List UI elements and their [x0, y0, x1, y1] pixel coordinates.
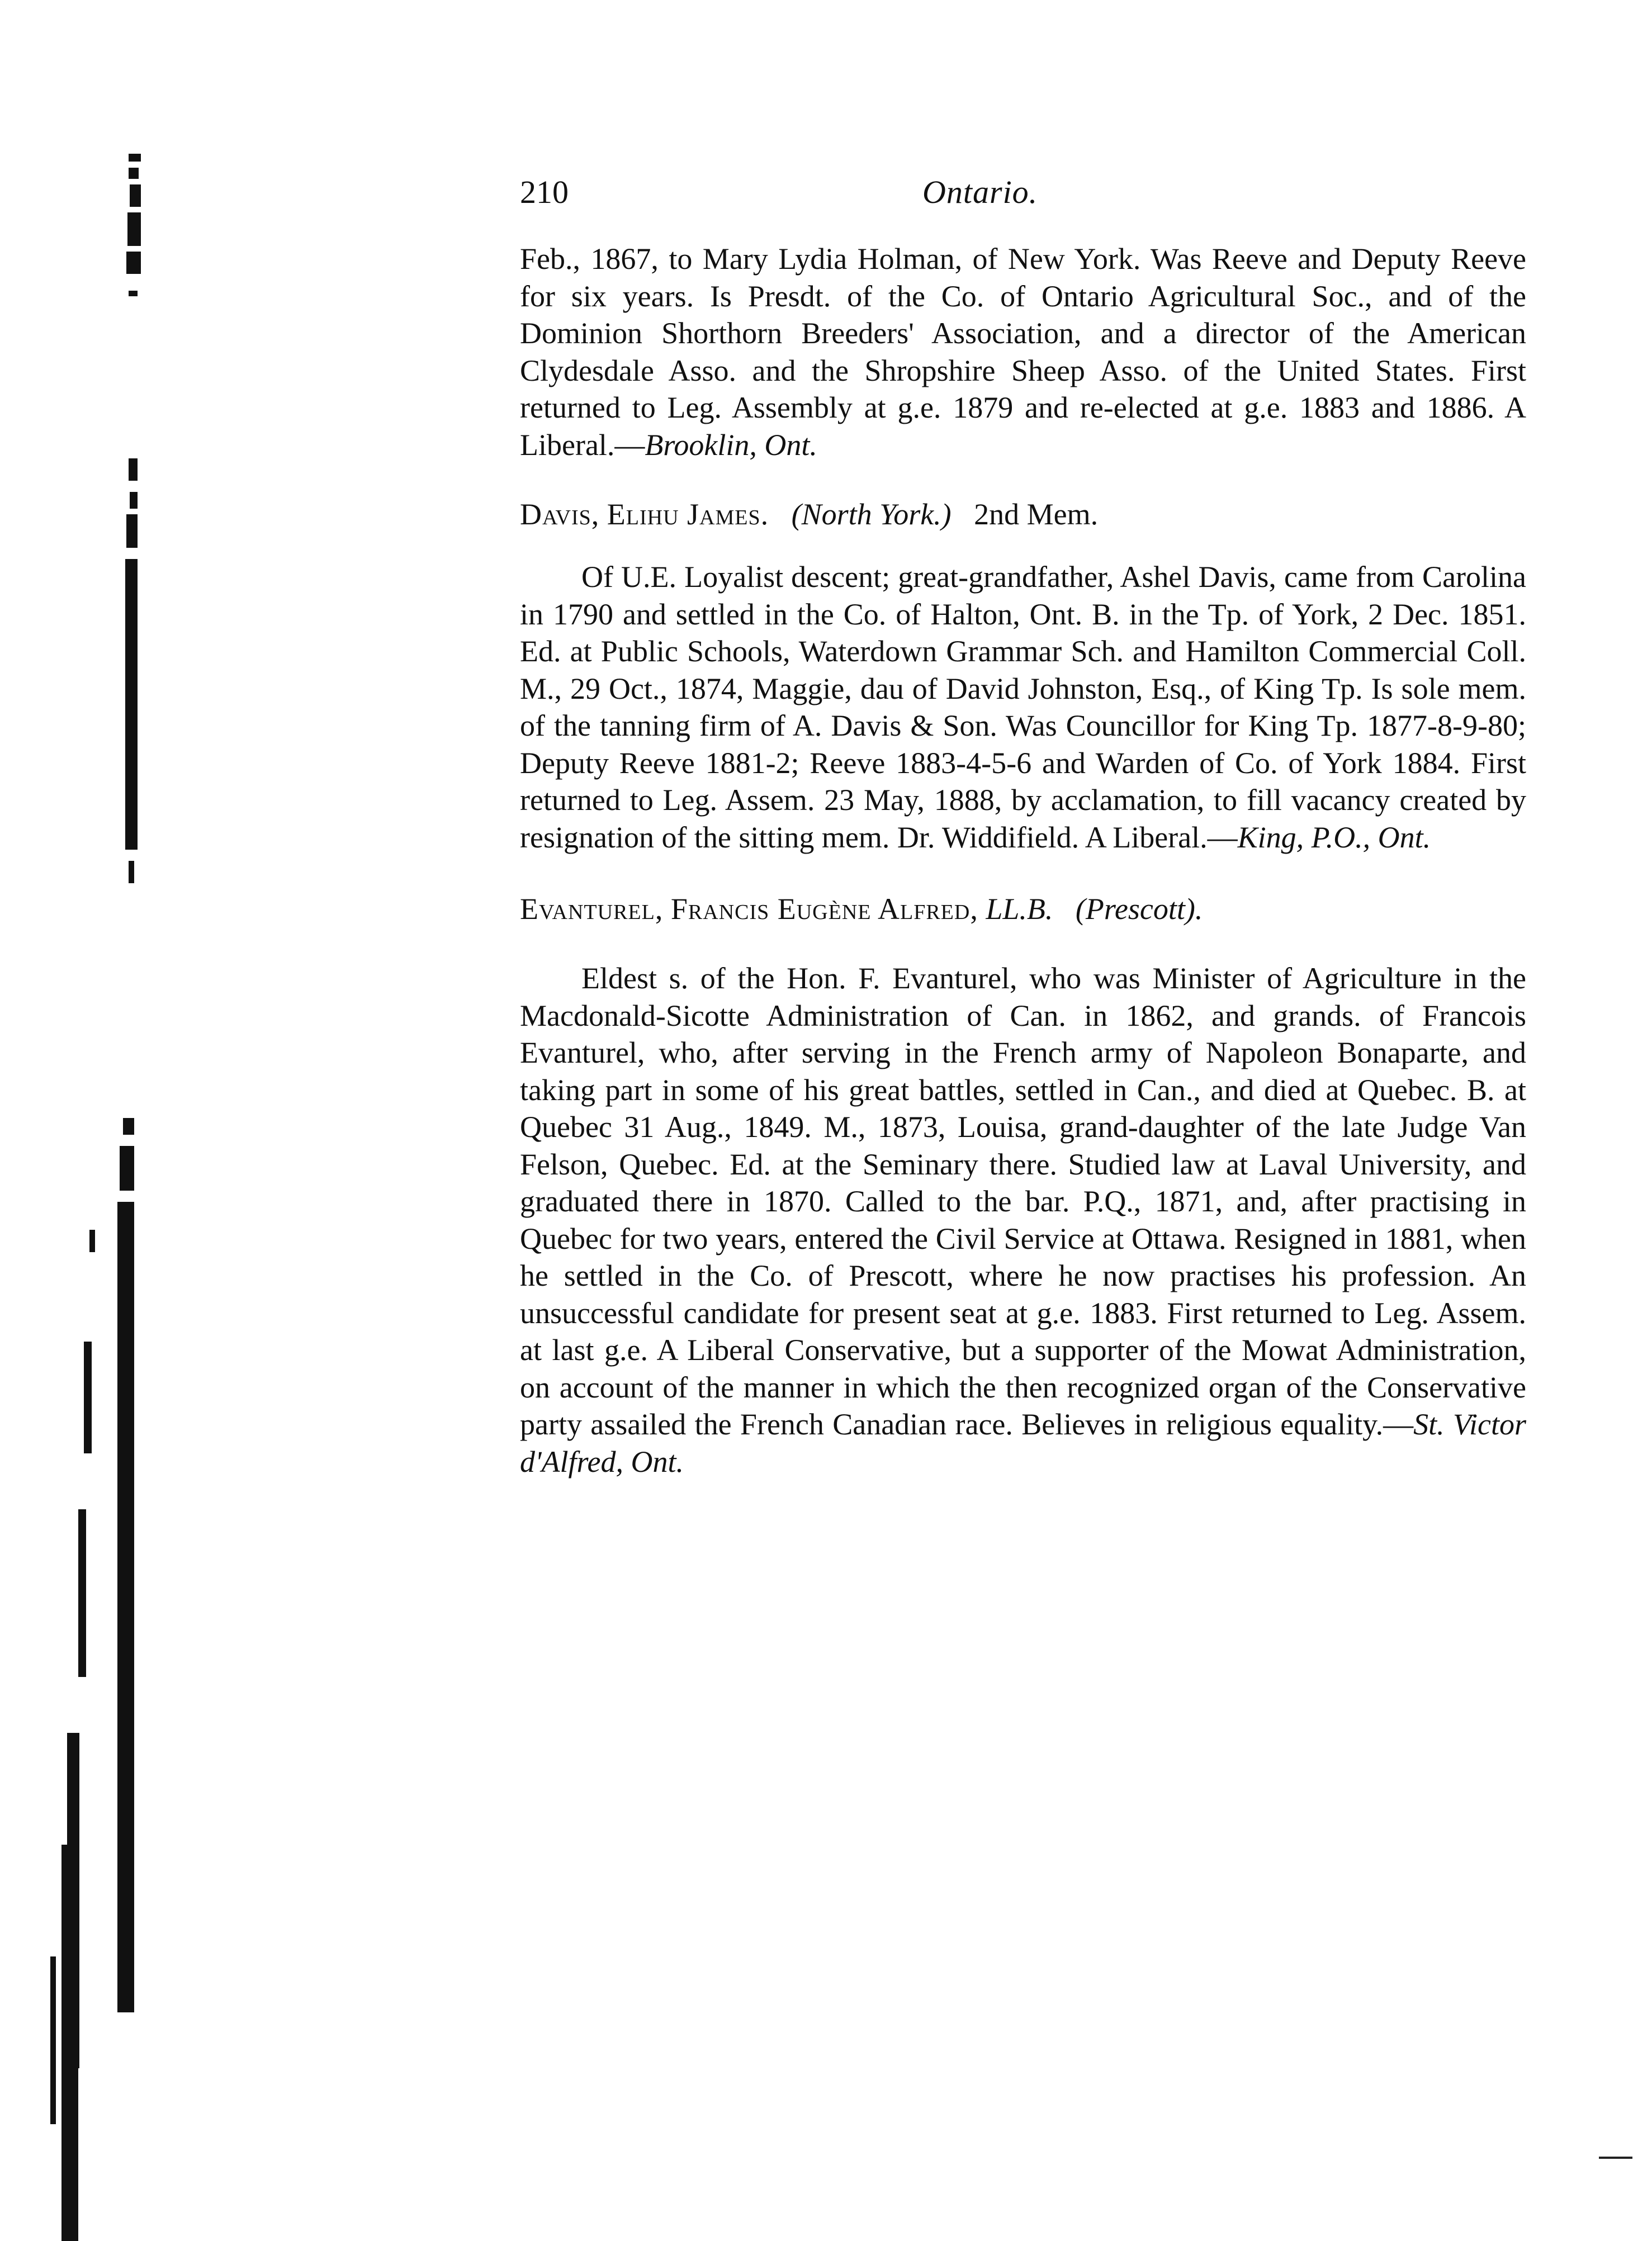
entry-riding: (North York.) [791, 498, 952, 531]
entry-body-text: Of U.E. Loyalist descent; great-grandfather, Ashel Davis, came from Carolina in 1790 and settled in the Co. of Halton, Ont. B. in the Tp. of York, 2 Dec. 1851. Ed. at Public Schools, Waterdown Grammar Sch. and Hamilton Commercial Coll. M., 29 Oct., 1874, Maggie, dau of David Johnston, Esq., of King Tp. Is sole mem. of the tanning firm of A. Davis & Son. Was Councillor for King Tp. 1877-8-9-80; Deputy Reeve 1881-2; Reeve 1883-4-5-6 and Warden of Co. of York 1884. First returned to Leg. Assem. 23 May, 1888, by acclamation, to fill vacancy created by resignation of the sitting mem. Dr. Widdifield. A Liberal.— [520, 560, 1526, 854]
entry-surname: Evanturel, [520, 892, 664, 926]
entry-residence: St. Victor d'Alfred, Ont. [520, 1408, 1526, 1479]
entry-extra: 2nd Mem. [974, 498, 1099, 531]
scan-edge-artifacts [0, 0, 145, 2241]
page [520, 173, 1526, 1480]
page-header [520, 173, 1526, 240]
entry-residence: Brooklin, Ont. [645, 428, 817, 462]
entry-riding: (Prescott). [1075, 892, 1203, 926]
entry-heading-evanturel [520, 890, 1526, 927]
entry-given-names: Francis Eugène Alfred, [670, 892, 978, 926]
entry-body-evanturel [520, 960, 1526, 1480]
entry-continuation-body [520, 240, 1526, 463]
entry-body-text: Eldest s. of the Hon. F. Evanturel, who was Minister of Agriculture in the Macdonald-Sicotte Administration of Can. in 1862, and grands. of Francois Evanturel, who, after serving in the French army of Napoleon Bonaparte, and taking part in some of his great battles, settled in Can., and died at Quebec. B. at Quebec 31 Aug., 1849. M., 1873, Louisa, grand-daughter of the late Judge Van Felson, Quebec. Ed. at the Seminary there. Studied law at Laval University, and graduated there in 1870. Called to the bar. P.Q., 1871, and, after practising in Quebec for two years, entered the Civil Service at Ottawa. Resigned in 1881, when he settled in the Co. of Prescott, where he now practises his profession. An unsuccessful candidate for present seat at g.e. 1883. First returned to Leg. Assem. at last g.e. A Liberal Conservative, but a supporter of the Mowat Administration, on account of the manner in which the then recognized organ of the Conservative party assailed the French Canadian race. Believes in religious equality.— [520, 961, 1526, 1441]
entry-residence: King, P.O., Ont. [1237, 820, 1431, 854]
entry-surname: Davis, [520, 498, 600, 531]
entry-body-text: Feb., 1867, to Mary Lydia Holman, of New York. Was Reeve and Deputy Reeve for six years. Is Presdt. of the Co. of Ontario Agricultural Soc., and of the Dominion Shorthorn Breeders' Association, and a director of the American Clydesdale Asso. and the Shropshire Sheep Asso. of the United States. First returned to Leg. Assembly at g.e. 1879 and re-elected at g.e. 1883 and 1886. A Liberal.— [520, 242, 1526, 462]
entry-body-davis [520, 558, 1526, 856]
entry-degree: LL.B. [986, 892, 1053, 926]
entry-given-names: Elihu James. [607, 498, 769, 531]
running-head: Ontario. [922, 174, 1038, 210]
scan-edge-mark [1599, 2147, 1632, 2169]
page-number: 210 [520, 174, 569, 210]
entry-heading-davis [520, 496, 1526, 533]
